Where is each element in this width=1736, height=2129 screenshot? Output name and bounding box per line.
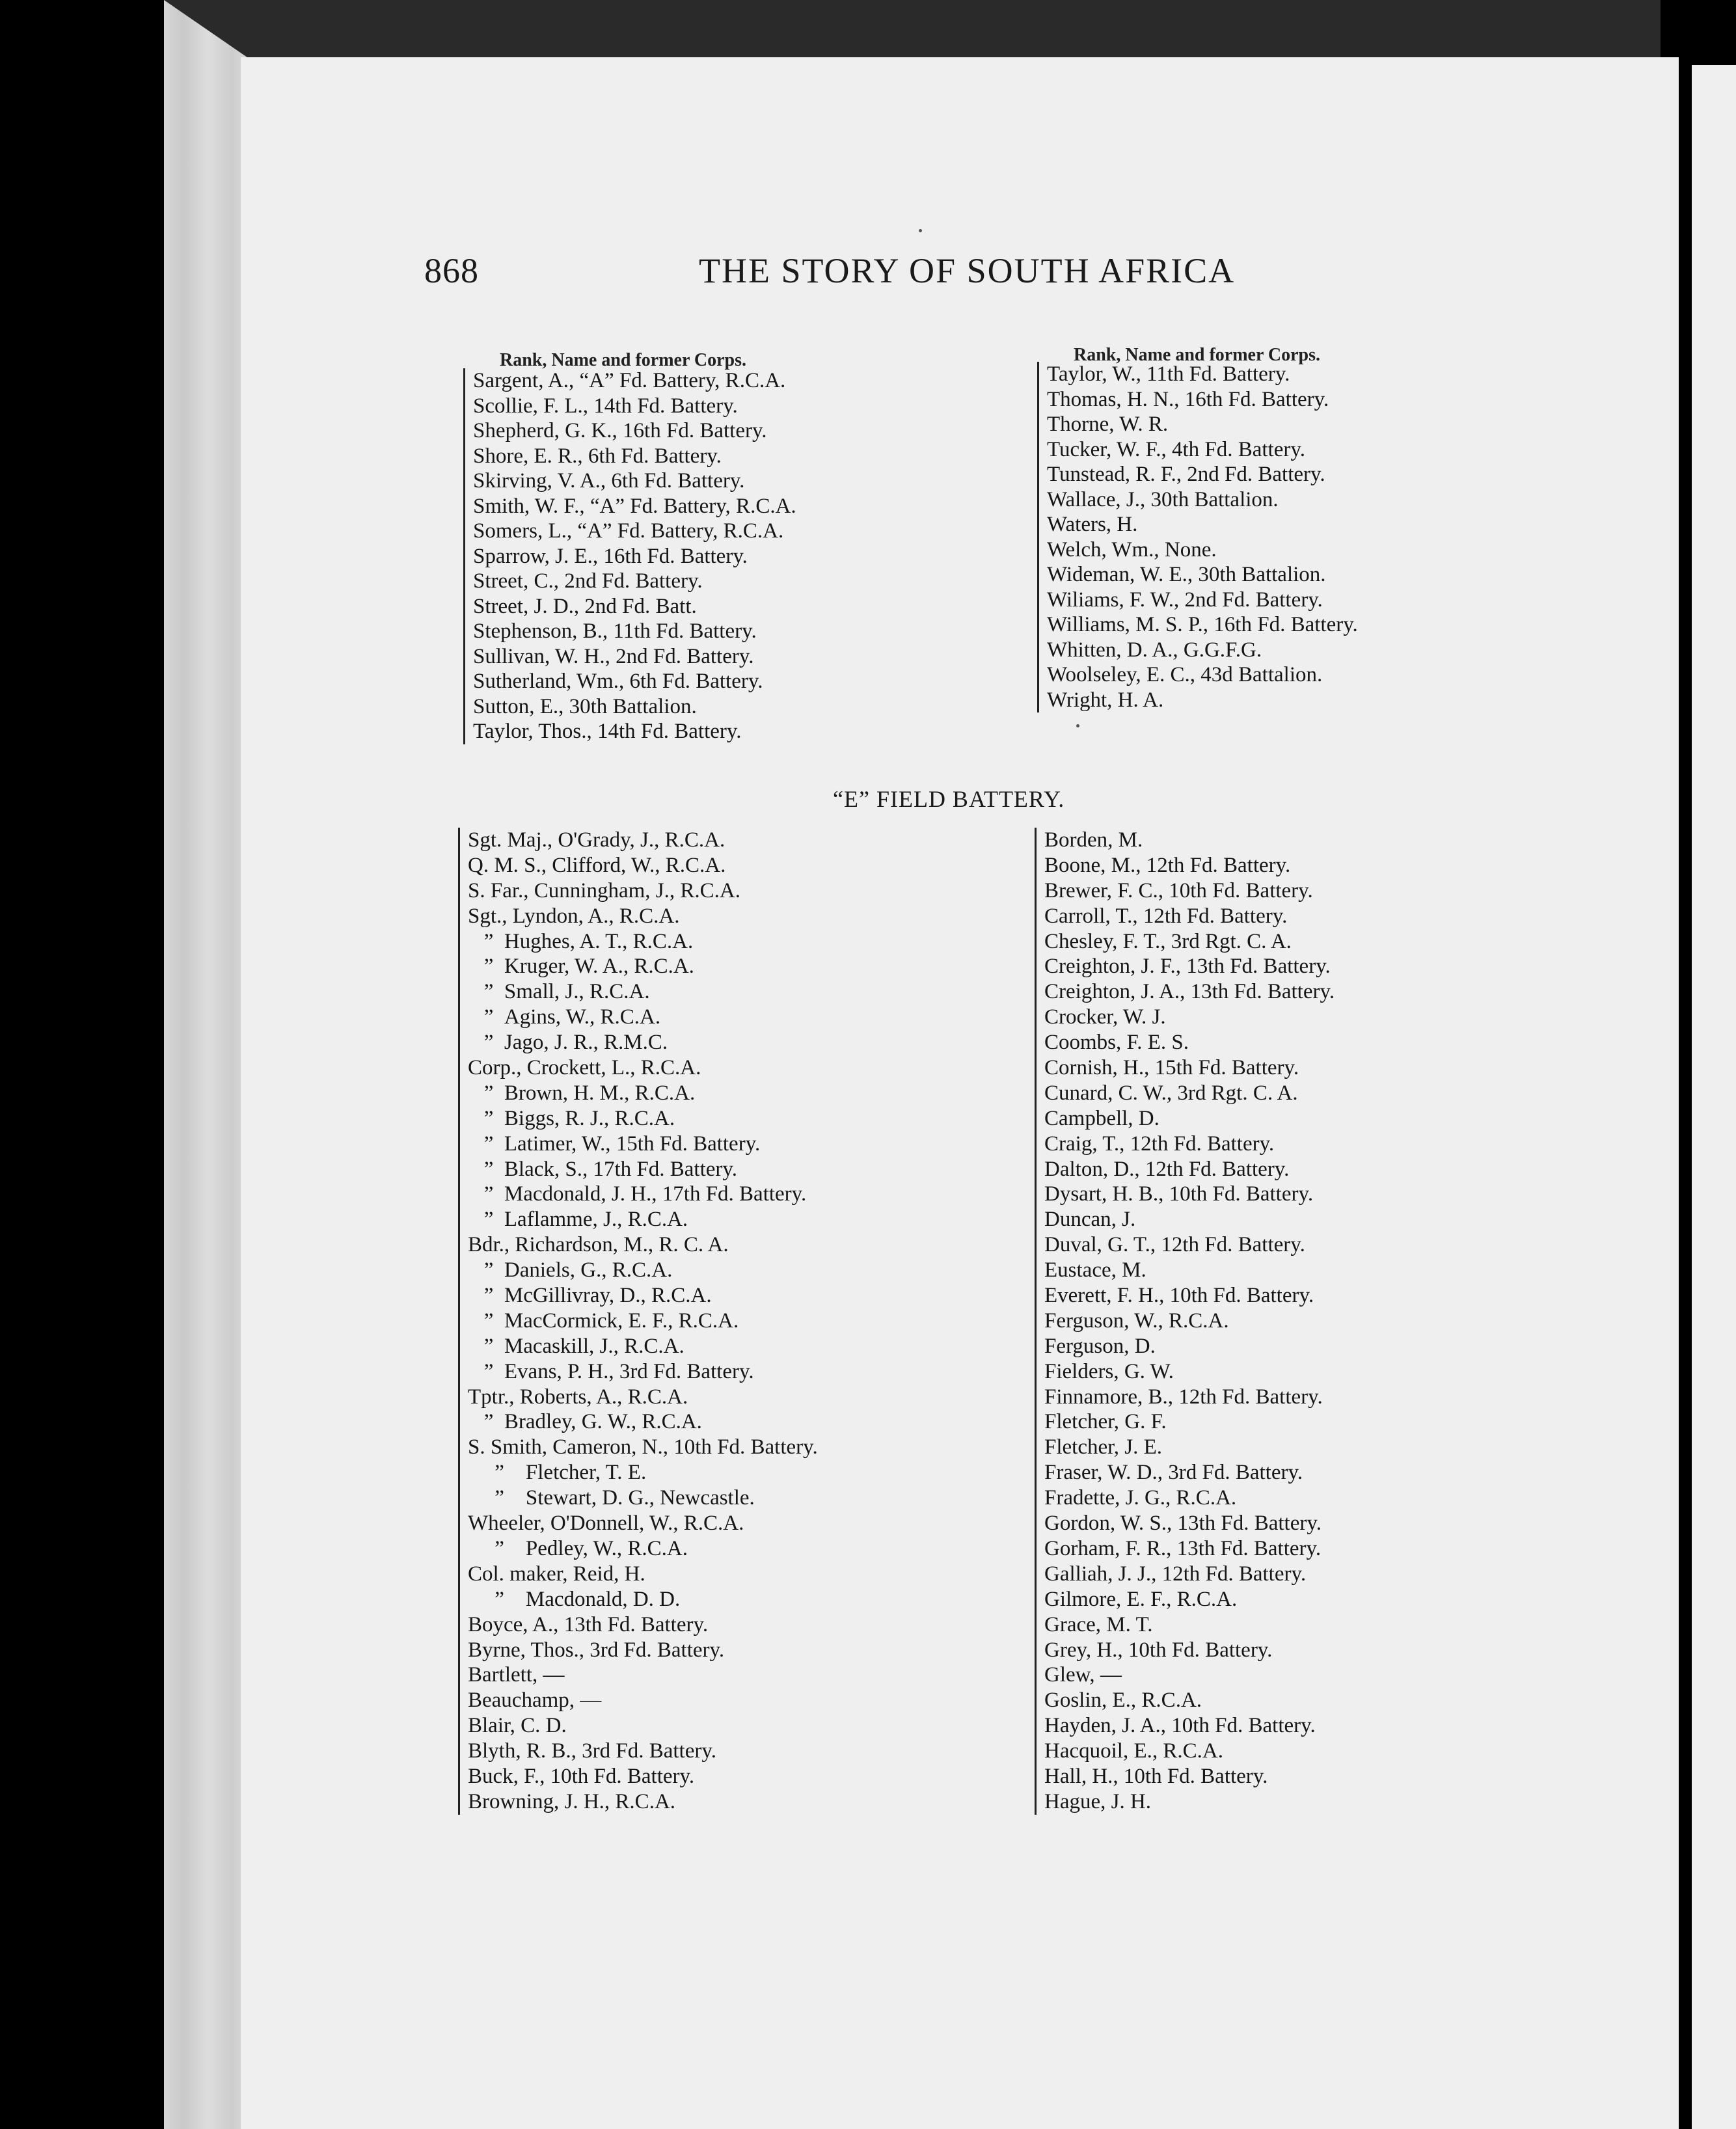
roster-entry: Street, J. D., 2nd Fd. Batt. <box>473 594 697 618</box>
roster-entry: ” Laflamme, J., R.C.A. <box>468 1208 688 1232</box>
roster-entry: ” MacCormick, E. F., R.C.A. <box>468 1309 739 1333</box>
roster-entry: Street, C., 2nd Fd. Battery. <box>473 569 703 593</box>
roster-entry: ” Hughes, A. T., R.C.A. <box>468 929 694 953</box>
roster-entry: Creighton, J. A., 13th Fd. Battery. <box>1044 980 1335 1004</box>
roster-entry: ” Pedley, W., R.C.A. <box>468 1536 688 1560</box>
roster-entry: Hayden, J. A., 10th Fd. Battery. <box>1044 1714 1316 1738</box>
roster-entry: Buck, F., 10th Fd. Battery. <box>468 1764 695 1788</box>
roster-entry: Sullivan, W. H., 2nd Fd. Battery. <box>473 644 754 668</box>
roster-entry: ” Fletcher, T. E. <box>468 1461 647 1485</box>
roster-entry: ” Agins, W., R.C.A. <box>468 1005 661 1029</box>
roster-entry: Ferguson, D. <box>1044 1334 1156 1358</box>
roster-entry: Grace, M. T. <box>1044 1612 1153 1636</box>
roster-entry: Finnamore, B., 12th Fd. Battery. <box>1044 1385 1323 1409</box>
roster-entry: Eustace, M. <box>1044 1258 1146 1282</box>
roster-entry: Everett, F. H., 10th Fd. Battery. <box>1044 1284 1314 1308</box>
roster-entry: Tucker, W. F., 4th Fd. Battery. <box>1047 437 1305 461</box>
roster-entry: Coombs, F. E. S. <box>1044 1031 1189 1055</box>
roster-entry: Corp., Crockett, L., R.C.A. <box>468 1056 701 1080</box>
roster-entry: Borden, M. <box>1044 828 1143 852</box>
roster-entry: ” Daniels, G., R.C.A. <box>468 1258 673 1282</box>
roster-entry: Fletcher, G. F. <box>1044 1410 1167 1434</box>
roster-entry: Crocker, W. J. <box>1044 1005 1166 1029</box>
column-heading-left: Rank, Name and former Corps. <box>500 350 747 370</box>
roster-entry: Taylor, W., 11th Fd. Battery. <box>1047 362 1290 386</box>
roster-entry: ” Kruger, W. A., R.C.A. <box>468 955 694 979</box>
roster-entry: Sgt. Maj., O'Grady, J., R.C.A. <box>468 828 726 852</box>
roster-entry: Tunstead, R. F., 2nd Fd. Battery. <box>1047 463 1325 486</box>
roster-entry: Tptr., Roberts, A., R.C.A. <box>468 1385 688 1409</box>
roster-entry: ” Latimer, W., 15th Fd. Battery. <box>468 1132 761 1156</box>
roster-entry: Welch, Wm., None. <box>1047 537 1217 562</box>
roster-entry: Glew, — <box>1044 1663 1122 1687</box>
roster-entry: Sargent, A., “A” Fd. Battery, R.C.A. <box>473 369 786 392</box>
roster-entry: Whitten, D. A., G.G.F.G. <box>1047 638 1262 662</box>
roster-entry: S. Smith, Cameron, N., 10th Fd. Battery. <box>468 1435 818 1459</box>
roster-entry: Fradette, J. G., R.C.A. <box>1044 1486 1237 1510</box>
roster-entry: Shepherd, G. K., 16th Fd. Battery. <box>473 419 767 442</box>
roster-entry: Somers, L., “A” Fd. Battery, R.C.A. <box>473 519 784 543</box>
roster-entry: Taylor, Thos., 14th Fd. Battery. <box>473 720 742 743</box>
roster-entry: Shore, E. R., 6th Fd. Battery. <box>473 444 722 468</box>
roster-entry: Beauchamp, — <box>468 1688 602 1713</box>
roster-entry: Byrne, Thos., 3rd Fd. Battery. <box>468 1638 725 1662</box>
roster-entry: Wright, H. A. <box>1047 688 1164 712</box>
roster-entry: S. Far., Cunningham, J., R.C.A. <box>468 878 740 902</box>
roster-entry: Hague, J. H. <box>1044 1789 1152 1813</box>
roster-entry: Chesley, F. T., 3rd Rgt. C. A. <box>1044 929 1292 953</box>
roster-entry: Blyth, R. B., 3rd Fd. Battery. <box>468 1739 716 1763</box>
roster-list-top-right <box>1037 362 1358 712</box>
roster-entry: Grey, H., 10th Fd. Battery. <box>1044 1638 1273 1662</box>
roster-entry: ” Black, S., 17th Fd. Battery. <box>468 1157 737 1181</box>
roster-entry: Fraser, W. D., 3rd Fd. Battery. <box>1044 1461 1303 1485</box>
roster-entry: ” Macdonald, J. H., 17th Fd. Battery. <box>468 1182 807 1206</box>
roster-entry: Duval, G. T., 12th Fd. Battery. <box>1044 1233 1305 1257</box>
roster-list-e-battery-left <box>458 828 818 1815</box>
roster-entry: ” Macaskill, J., R.C.A. <box>468 1334 685 1358</box>
book-page <box>241 57 1679 2129</box>
page-number: 868 <box>424 251 479 290</box>
roster-list-e-battery-right <box>1035 828 1335 1815</box>
column-heading-right: Rank, Name and former Corps. <box>1074 345 1321 365</box>
roster-entry: Creighton, J. F., 13th Fd. Battery. <box>1044 955 1331 979</box>
roster-entry: ” Bradley, G. W., R.C.A. <box>468 1410 702 1434</box>
roster-entry: Fielders, G. W. <box>1044 1359 1174 1383</box>
roster-entry: ” Small, J., R.C.A. <box>468 980 650 1004</box>
roster-entry: Williams, M. S. P., 16th Fd. Battery. <box>1047 613 1358 636</box>
roster-list-top-left <box>463 368 796 744</box>
roster-entry: Boone, M., 12th Fd. Battery. <box>1044 853 1291 877</box>
roster-entry: Thorne, W. R. <box>1047 413 1169 436</box>
roster-entry: Duncan, J. <box>1044 1208 1136 1232</box>
roster-entry: Gilmore, E. F., R.C.A. <box>1044 1587 1238 1611</box>
roster-entry: Wheeler, O'Donnell, W., R.C.A. <box>468 1512 744 1536</box>
roster-entry: Dysart, H. B., 10th Fd. Battery. <box>1044 1182 1314 1206</box>
roster-entry: Goslin, E., R.C.A. <box>1044 1688 1202 1713</box>
roster-entry: Bartlett, — <box>468 1663 565 1687</box>
roster-entry: Cunard, C. W., 3rd Rgt. C. A. <box>1044 1081 1298 1105</box>
roster-entry: Smith, W. F., “A” Fd. Battery, R.C.A. <box>473 494 796 518</box>
roster-entry: Campbell, D. <box>1044 1106 1160 1130</box>
roster-entry: ” Stewart, D. G., Newcastle. <box>468 1486 755 1510</box>
roster-entry: ” McGillivray, D., R.C.A. <box>468 1284 712 1308</box>
roster-entry: Thomas, H. N., 16th Fd. Battery. <box>1047 387 1329 411</box>
roster-entry: ” Evans, P. H., 3rd Fd. Battery. <box>468 1359 754 1383</box>
roster-entry: Scollie, F. L., 14th Fd. Battery. <box>473 394 738 418</box>
facing-page-edge <box>1692 65 1736 2129</box>
roster-entry: Galliah, J. J., 12th Fd. Battery. <box>1044 1562 1307 1586</box>
section-title: “E” FIELD BATTERY. <box>833 786 1065 812</box>
roster-entry: Col. maker, Reid, H. <box>468 1562 645 1586</box>
roster-entry: Wideman, W. E., 30th Battalion. <box>1047 563 1326 586</box>
roster-entry: Wallace, J., 30th Battalion. <box>1047 487 1279 511</box>
roster-entry: Sutherland, Wm., 6th Fd. Battery. <box>473 670 763 693</box>
book-cover-edge <box>164 0 1661 62</box>
roster-entry: ” Jago, J. R., R.M.C. <box>468 1031 668 1055</box>
roster-entry: ” Macdonald, D. D. <box>468 1587 681 1611</box>
roster-entry: Blair, C. D. <box>468 1714 567 1738</box>
roster-entry: Sutton, E., 30th Battalion. <box>473 694 697 718</box>
roster-entry: Craig, T., 12th Fd. Battery. <box>1044 1132 1275 1156</box>
roster-entry: ” Brown, H. M., R.C.A. <box>468 1081 696 1105</box>
roster-entry: Sgt., Lyndon, A., R.C.A. <box>468 904 680 928</box>
roster-entry: Skirving, V. A., 6th Fd. Battery. <box>473 469 745 493</box>
roster-entry: Stephenson, B., 11th Fd. Battery. <box>473 619 757 643</box>
ink-speck <box>1076 724 1079 727</box>
running-title: THE STORY OF SOUTH AFRICA <box>699 251 1236 290</box>
ink-speck <box>919 229 922 232</box>
roster-entry: Ferguson, W., R.C.A. <box>1044 1309 1229 1333</box>
roster-entry: Boyce, A., 13th Fd. Battery. <box>468 1612 709 1636</box>
roster-entry: Q. M. S., Clifford, W., R.C.A. <box>468 853 726 877</box>
roster-entry: Bdr., Richardson, M., R. C. A. <box>468 1233 729 1257</box>
roster-entry: Gorham, F. R., 13th Fd. Battery. <box>1044 1536 1322 1560</box>
roster-entry: Woolseley, E. C., 43d Battalion. <box>1047 663 1323 686</box>
roster-entry: Sparrow, J. E., 16th Fd. Battery. <box>473 544 748 568</box>
roster-entry: Cornish, H., 15th Fd. Battery. <box>1044 1056 1299 1080</box>
roster-entry: Brewer, F. C., 10th Fd. Battery. <box>1044 878 1313 902</box>
roster-entry: Hacquoil, E., R.C.A. <box>1044 1739 1223 1763</box>
roster-entry: Wiliams, F. W., 2nd Fd. Battery. <box>1047 588 1323 612</box>
roster-entry: Gordon, W. S., 13th Fd. Battery. <box>1044 1512 1322 1536</box>
roster-entry: Carroll, T., 12th Fd. Battery. <box>1044 904 1288 928</box>
roster-entry: Dalton, D., 12th Fd. Battery. <box>1044 1157 1290 1181</box>
roster-entry: Hall, H., 10th Fd. Battery. <box>1044 1764 1268 1788</box>
roster-entry: Waters, H. <box>1047 513 1138 536</box>
roster-entry: Browning, J. H., R.C.A. <box>468 1789 676 1813</box>
roster-entry: ” Biggs, R. J., R.C.A. <box>468 1106 675 1130</box>
roster-entry: Fletcher, J. E. <box>1044 1435 1163 1459</box>
